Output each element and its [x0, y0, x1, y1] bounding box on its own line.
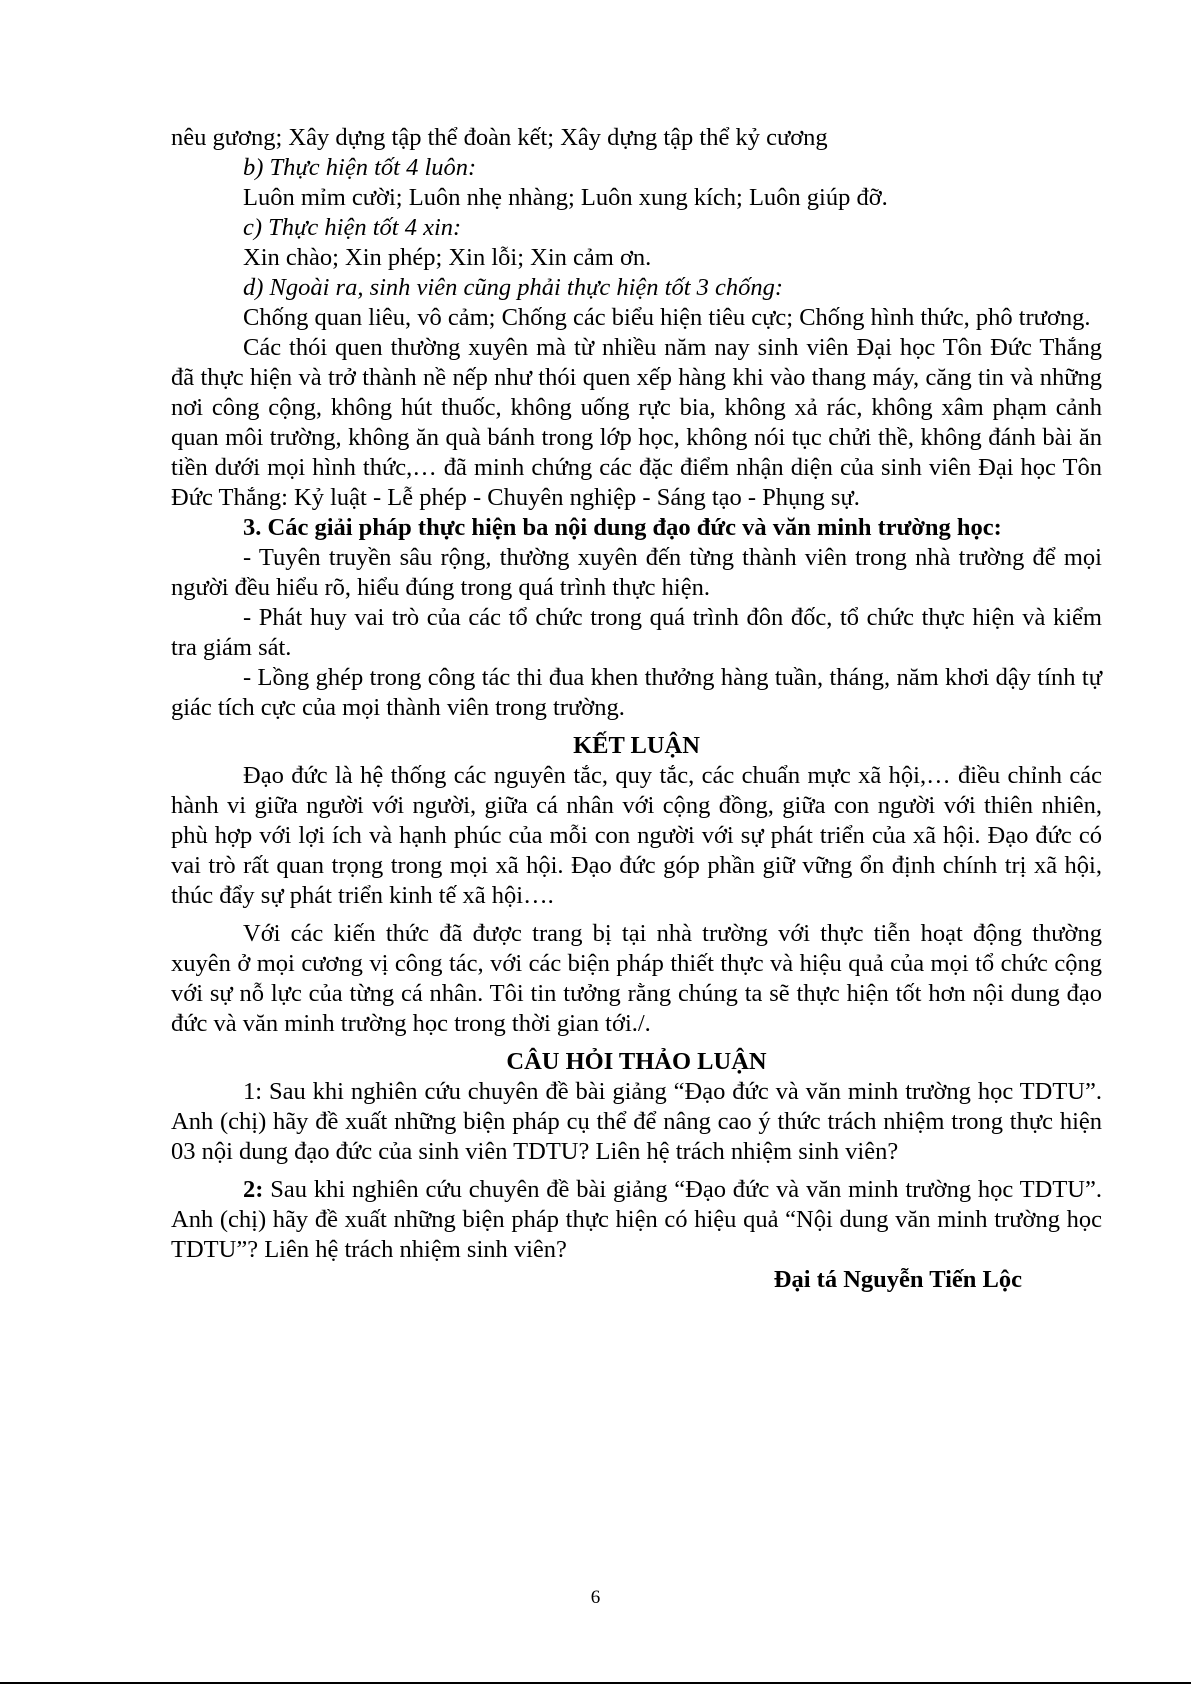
question-2-label: 2:: [243, 1176, 264, 1203]
section-3-heading: 3. Các giải pháp thực hiện ba nội dung đạo đức và văn minh trường học:: [243, 514, 1002, 541]
section-3-item: - Lồng ghép trong công tác thi đua khen thưởng hàng tuần, tháng, năm khơi dậy tính tự giác tích cực của mọi thành viên trong trường.: [171, 664, 1102, 721]
subheading-d: d) Ngoài ra, sinh viên cũng phải thực hiện tốt 3 chống:: [243, 274, 784, 301]
document-page: [171, 123, 1102, 1295]
subheading-b: b) Thực hiện tốt 4 luôn:: [243, 154, 477, 181]
bottom-divider: [0, 1682, 1191, 1684]
conclusion-title: KẾT LUẬN: [573, 732, 700, 759]
conclusion-paragraph-2: Với các kiến thức đã được trang bị tại nhà trường với thực tiễn hoạt động thường xuyên ở mọi cương vị công tác, với các biện pháp thiết thực và hiệu quả của mọi tổ chức cộng với sự nỗ lực của từng cá nhân. Tôi tin tưởng rằng chúng ta sẽ thực hiện tốt hơn nội dung đạo đức và văn minh trường học trong thời gian tới./.: [171, 920, 1102, 1037]
author-signature: Đại tá Nguyễn Tiến Lộc: [773, 1266, 1022, 1293]
paragraph-d: Chống quan liêu, vô cảm; Chống các biểu hiện tiêu cực; Chống hình thức, phô trương.: [243, 304, 1091, 331]
question-2-text: Sau khi nghiên cứu chuyên đề bài giảng “Đạo đức và văn minh trường học TDTU”. Anh (chị) hãy đề xuất những biện pháp thực hiện có hiệu quả “Nội dung văn minh trường học TDTU”? Liên hệ trách nhiệm sinh viên?: [171, 1176, 1102, 1263]
page-number: 6: [590, 1587, 601, 1608]
subheading-c: c) Thực hiện tốt 4 xin:: [243, 214, 462, 241]
paragraph-habits: Các thói quen thường xuyên mà từ nhiều năm nay sinh viên Đại học Tôn Đức Thắng đã thực hiện và trở thành nề nếp như thói quen xếp hàng khi vào thang máy, căng tin và những nơi công cộng, không hút thuốc, không uống rực bia, không xả rác, không xâm phạm cảnh quan môi trường, không ăn quà bánh trong lớp học, không nói tục chửi thề, không đánh bài ăn tiền dưới mọi hình thức,… đã minh chứng các đặc điểm nhận diện của sinh viên Đại học Tôn Đức Thắng: Kỷ luật - Lễ phép - Chuyên nghiệp - Sáng tạo - Phụng sự.: [171, 334, 1102, 511]
paragraph-b: Luôn mỉm cười; Luôn nhẹ nhàng; Luôn xung kích; Luôn giúp đỡ.: [243, 184, 888, 211]
section-3-item: - Tuyên truyền sâu rộng, thường xuyên đến từng thành viên trong nhà trường để mọi người đều hiểu rõ, hiểu đúng trong quá trình thực hiện.: [171, 544, 1102, 601]
paragraph-c: Xin chào; Xin phép; Xin lỗi; Xin cảm ơn.: [243, 244, 652, 271]
conclusion-paragraph-1: Đạo đức là hệ thống các nguyên tắc, quy tắc, các chuẩn mực xã hội,… điều chỉnh các hành vi giữa người với người, giữa cá nhân với cộng đồng, giữa con người với thiên nhiên, phù hợp với lợi ích và hạnh phúc của mỗi con người với sự phát triển của xã hội. Đạo đức có vai trò rất quan trọng trong mọi xã hội. Đạo đức góp phần giữ vững ổn định chính trị xã hội, thúc đẩy sự phát triển kinh tế xã hội….: [171, 762, 1102, 909]
paragraph-continuation: nêu gương; Xây dựng tập thể đoàn kết; Xây dựng tập thể kỷ cương: [171, 124, 828, 151]
section-3-item: - Phát huy vai trò của các tổ chức trong quá trình đôn đốc, tổ chức thực hiện và kiểm tra giám sát.: [171, 604, 1102, 661]
question-1: 1: Sau khi nghiên cứu chuyên đề bài giảng “Đạo đức và văn minh trường học TDTU”. Anh (chị) hãy đề xuất những biện pháp cụ thể để nâng cao ý thức trách nhiệm trong thực hiện 03 nội dung đạo đức của sinh viên TDTU? Liên hệ trách nhiệm sinh viên?: [171, 1078, 1102, 1165]
questions-title: CÂU HỎI THẢO LUẬN: [506, 1048, 767, 1075]
question-2: [171, 1175, 1102, 1265]
